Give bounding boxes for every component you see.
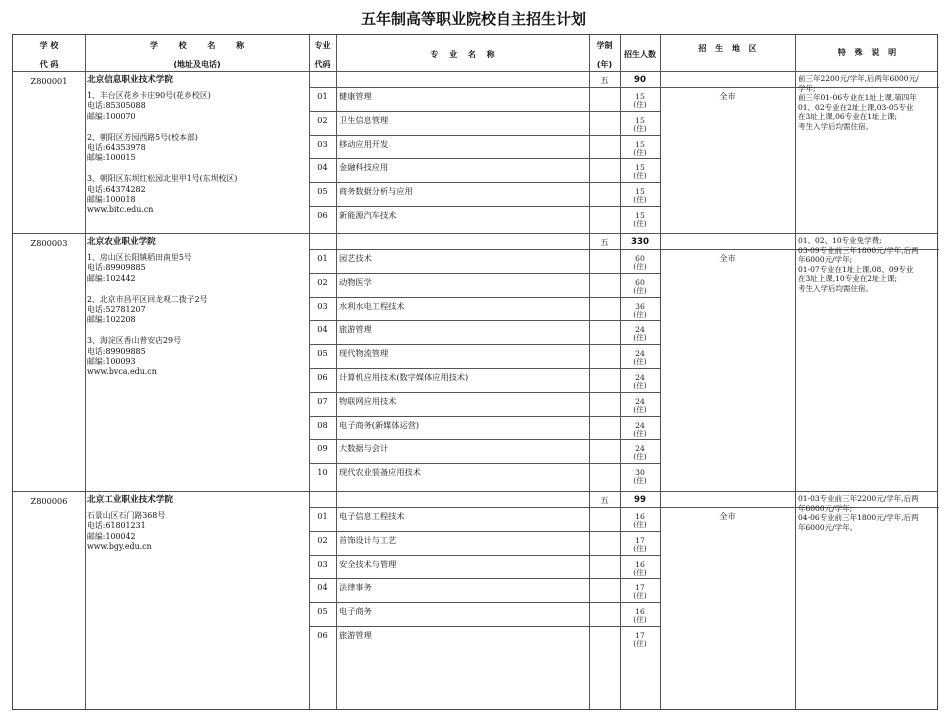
boarding-tag: (住) bbox=[633, 476, 647, 486]
header-divider bbox=[13, 71, 937, 72]
header-major-code-line1: 专业 bbox=[314, 41, 331, 50]
column-divider bbox=[660, 35, 661, 709]
major-row-divider bbox=[309, 273, 660, 274]
school-address-line: 石景山区石门路368号 bbox=[87, 511, 166, 520]
boarding-tag: (住) bbox=[633, 543, 647, 553]
major-name: 大数据与会计 bbox=[339, 443, 389, 454]
major-name: 首饰设计与工艺 bbox=[339, 534, 397, 545]
major-count: 24 bbox=[635, 325, 645, 335]
school-address-line: 1、房山区长阳镇稻田南里5号 bbox=[87, 253, 192, 262]
school-address-line: 邮编:100042 bbox=[87, 531, 136, 541]
major-code: 02 bbox=[317, 534, 328, 545]
school-divider bbox=[13, 491, 937, 492]
major-code: 08 bbox=[317, 419, 328, 430]
school-address-line: 电话:52781207 bbox=[87, 305, 146, 314]
major-row-divider bbox=[309, 344, 660, 345]
major-code: 02 bbox=[317, 114, 328, 125]
total-row-divider bbox=[309, 87, 660, 88]
school-address-line: www.bgy.edu.cn bbox=[87, 542, 152, 552]
boarding-tag: (住) bbox=[633, 639, 647, 648]
header-school-name: 学 校 名 称 bbox=[149, 41, 245, 50]
major-code: 01 bbox=[317, 511, 328, 521]
major-count: 30 bbox=[635, 468, 645, 478]
major-row-divider bbox=[309, 297, 660, 298]
school-address-line: 电话:89909885 bbox=[87, 346, 146, 356]
school-address-line: 1、丰台区花乡卡庄90号(花乡校区) bbox=[87, 91, 211, 100]
school-address-line: 2、朝阳区芳园西路5号(校本部) bbox=[87, 132, 198, 142]
region: 全市 bbox=[719, 511, 736, 521]
boarding-tag: (住) bbox=[633, 520, 647, 529]
header-enrollment: 招生人数 bbox=[624, 50, 656, 59]
major-code: 03 bbox=[317, 138, 328, 149]
boarding-tag: (住) bbox=[633, 428, 647, 438]
major-count: 15 bbox=[635, 163, 645, 173]
school-address-line: 3、朝阳区东坝红松园北里甲1号(东坝校区) bbox=[87, 174, 238, 184]
major-name: 园艺技术 bbox=[339, 253, 372, 263]
major-code: 06 bbox=[317, 630, 328, 640]
major-name: 新能源汽车技术 bbox=[339, 210, 397, 220]
duration: 五 bbox=[600, 495, 609, 505]
enrollment-total: 99 bbox=[634, 495, 646, 505]
major-count: 15 bbox=[635, 187, 645, 197]
major-code: 07 bbox=[317, 395, 328, 406]
header-school-code-line2: 代 码 bbox=[39, 60, 59, 69]
major-row-divider bbox=[309, 320, 660, 321]
major-count: 15 bbox=[635, 92, 645, 101]
school-code: Z800003 bbox=[30, 238, 68, 248]
major-count: 60 bbox=[635, 254, 645, 263]
duration: 五 bbox=[600, 75, 609, 85]
major-count: 16 bbox=[635, 559, 645, 569]
column-divider bbox=[589, 35, 590, 709]
header-notes: 特 殊 说 明 bbox=[837, 48, 897, 57]
boarding-tag: (住) bbox=[633, 171, 647, 181]
school-divider bbox=[13, 233, 937, 234]
boarding-tag: (住) bbox=[633, 404, 647, 414]
major-row-divider bbox=[309, 463, 660, 464]
major-name: 旅游管理 bbox=[339, 324, 372, 335]
school-address-line: 邮编:100070 bbox=[87, 111, 136, 121]
major-name: 安全技术与管理 bbox=[339, 558, 397, 569]
header-school-code-line1: 学 校 bbox=[39, 41, 59, 50]
major-count: 15 bbox=[635, 139, 645, 149]
header-major-code-line2: 代码 bbox=[314, 60, 331, 69]
major-count: 60 bbox=[635, 277, 645, 287]
major-code: 04 bbox=[317, 582, 328, 593]
boarding-tag: (住) bbox=[633, 333, 647, 343]
boarding-tag: (住) bbox=[633, 219, 647, 228]
boarding-tag: (住) bbox=[633, 357, 647, 367]
major-code: 06 bbox=[317, 372, 328, 382]
enrollment-table bbox=[12, 34, 938, 710]
major-name: 移动应用开发 bbox=[339, 138, 389, 149]
major-name: 动物医学 bbox=[339, 276, 372, 287]
major-row-divider bbox=[309, 416, 660, 417]
major-name: 健康管理 bbox=[339, 91, 372, 101]
major-count: 17 bbox=[635, 583, 645, 593]
major-row-divider bbox=[309, 135, 660, 136]
boarding-tag: (住) bbox=[633, 147, 647, 157]
major-count: 24 bbox=[635, 444, 645, 454]
major-code: 05 bbox=[317, 186, 328, 197]
column-divider bbox=[336, 35, 337, 709]
special-notes: 01、02、10专业免学费; 03-09专业前三年1800元/学年,后两年6000元/学年; 01-07专业在1址上课,08、09专业在3址上课,10专业在2址上课; 考生入学后均需住宿。 bbox=[798, 236, 919, 293]
boarding-tag: (住) bbox=[633, 309, 647, 319]
major-name: 商务数据分析与应用 bbox=[339, 186, 413, 197]
major-name: 计算机应用技术(数字媒体应用技术) bbox=[339, 372, 469, 382]
total-row-divider bbox=[309, 249, 660, 250]
major-code: 05 bbox=[317, 606, 328, 617]
boarding-tag: (住) bbox=[633, 100, 647, 109]
school-address-line: 电话:61801231 bbox=[87, 521, 146, 531]
major-code: 06 bbox=[317, 210, 328, 220]
header-duration-line2: (年) bbox=[596, 60, 613, 69]
major-count: 24 bbox=[635, 373, 645, 382]
major-count: 15 bbox=[635, 115, 645, 125]
major-name: 电子商务(新媒体运营) bbox=[339, 419, 420, 430]
major-count: 24 bbox=[635, 349, 645, 359]
page-title: 五年制高等职业院校自主招生计划 bbox=[360, 10, 586, 28]
school-address-line: 邮编:100093 bbox=[87, 357, 136, 366]
boarding-tag: (住) bbox=[633, 452, 647, 462]
major-row-divider bbox=[309, 368, 660, 369]
region: 全市 bbox=[719, 91, 736, 101]
major-row-divider bbox=[309, 206, 660, 207]
major-count: 17 bbox=[635, 535, 645, 545]
major-name: 卫生信息管理 bbox=[339, 114, 389, 125]
boarding-tag: (住) bbox=[633, 285, 647, 295]
major-count: 24 bbox=[635, 420, 645, 430]
major-row-divider bbox=[309, 182, 660, 183]
major-row-divider bbox=[309, 602, 660, 603]
major-row-divider bbox=[309, 158, 660, 159]
enrollment-total: 90 bbox=[634, 75, 646, 85]
major-count: 36 bbox=[635, 301, 645, 311]
column-divider bbox=[795, 35, 796, 709]
major-row-divider bbox=[309, 439, 660, 440]
school-address-line: 电话:89909885 bbox=[87, 263, 146, 273]
major-name: 现代农业装备应用技术 bbox=[339, 467, 421, 478]
major-count: 24 bbox=[635, 396, 645, 406]
major-code: 05 bbox=[317, 348, 328, 359]
special-notes: 01-03专业前三年2200元/学年,后两年6000元/学年; 04-06专业前三年1800元/学年,后两年6000元/学年。 bbox=[798, 494, 919, 532]
school-address-line: 邮编:102442 bbox=[87, 273, 136, 283]
header-major-name: 专 业 名 称 bbox=[430, 50, 495, 59]
major-row-divider bbox=[309, 392, 660, 393]
major-row-divider bbox=[309, 626, 660, 627]
major-code: 03 bbox=[317, 300, 328, 311]
major-count: 16 bbox=[635, 607, 645, 617]
major-row-divider bbox=[309, 111, 660, 112]
boarding-tag: (住) bbox=[633, 567, 647, 577]
header-duration-line1: 学制 bbox=[596, 41, 613, 50]
region: 全市 bbox=[719, 253, 736, 263]
major-name: 旅游管理 bbox=[339, 630, 372, 640]
major-count: 16 bbox=[635, 512, 645, 521]
boarding-tag: (住) bbox=[633, 615, 647, 625]
major-name: 现代物流管理 bbox=[339, 348, 389, 359]
major-code: 01 bbox=[317, 91, 328, 101]
school-address-line: 电话:85305088 bbox=[87, 101, 146, 111]
school-address-line: www.bitc.edu.cn bbox=[87, 205, 154, 215]
header-region: 招 生 地 区 bbox=[698, 44, 757, 53]
major-name: 法律事务 bbox=[339, 582, 372, 593]
column-divider bbox=[85, 35, 86, 709]
major-name: 金融科技应用 bbox=[339, 162, 389, 173]
major-count: 17 bbox=[635, 631, 645, 640]
school-code: Z800001 bbox=[30, 76, 68, 86]
major-row-divider bbox=[309, 578, 660, 579]
major-code: 01 bbox=[317, 253, 328, 263]
school-address-line: 邮编:102208 bbox=[87, 315, 136, 325]
school-address-line: 邮编:100018 bbox=[87, 195, 136, 204]
school-name: 北京农业职业学院 bbox=[87, 237, 156, 247]
school-address-line: www.bvca.edu.cn bbox=[87, 367, 157, 377]
school-address-line: 邮编:100015 bbox=[87, 153, 136, 163]
school-address-line: 电话:64353978 bbox=[87, 143, 146, 152]
major-code: 04 bbox=[317, 162, 328, 173]
school-name: 北京工业职业技术学院 bbox=[87, 495, 173, 505]
major-row-divider bbox=[309, 555, 660, 556]
major-code: 02 bbox=[317, 276, 328, 287]
special-notes: 前三年2200元/学年,后两年6000元/学年; 前三年01-06专业在1址上课,第四年01、02专业在2址上课,03-05专业在3址上课,06专业在1址上课; 考生入学后均需住宿。 bbox=[798, 74, 919, 131]
school-name: 北京信息职业技术学院 bbox=[87, 75, 173, 85]
boarding-tag: (住) bbox=[633, 381, 647, 390]
major-name: 电子商务 bbox=[339, 606, 372, 617]
boarding-tag: (住) bbox=[633, 123, 647, 133]
major-code: 04 bbox=[317, 324, 328, 335]
boarding-tag: (住) bbox=[633, 195, 647, 205]
boarding-tag: (住) bbox=[633, 591, 647, 601]
major-name: 物联网应用技术 bbox=[339, 395, 397, 406]
school-address-line: 2、北京市昌平区回龙观二拨子2号 bbox=[87, 294, 208, 304]
school-code: Z800006 bbox=[30, 496, 68, 506]
duration: 五 bbox=[600, 237, 609, 247]
school-address-line: 3、海淀区香山普安店29号 bbox=[87, 336, 181, 346]
major-row-divider bbox=[309, 531, 660, 532]
enrollment-total: 330 bbox=[631, 237, 649, 247]
school-address-line: 电话:64374282 bbox=[87, 184, 146, 194]
major-code: 03 bbox=[317, 558, 328, 569]
major-code: 10 bbox=[317, 467, 328, 478]
boarding-tag: (住) bbox=[633, 262, 647, 271]
major-code: 09 bbox=[317, 443, 328, 454]
total-row-divider bbox=[309, 507, 660, 508]
major-count: 15 bbox=[635, 211, 645, 220]
header-school-address: (地址及电话) bbox=[173, 60, 221, 69]
major-name: 电子信息工程技术 bbox=[339, 511, 405, 521]
major-name: 水利水电工程技术 bbox=[339, 300, 405, 311]
